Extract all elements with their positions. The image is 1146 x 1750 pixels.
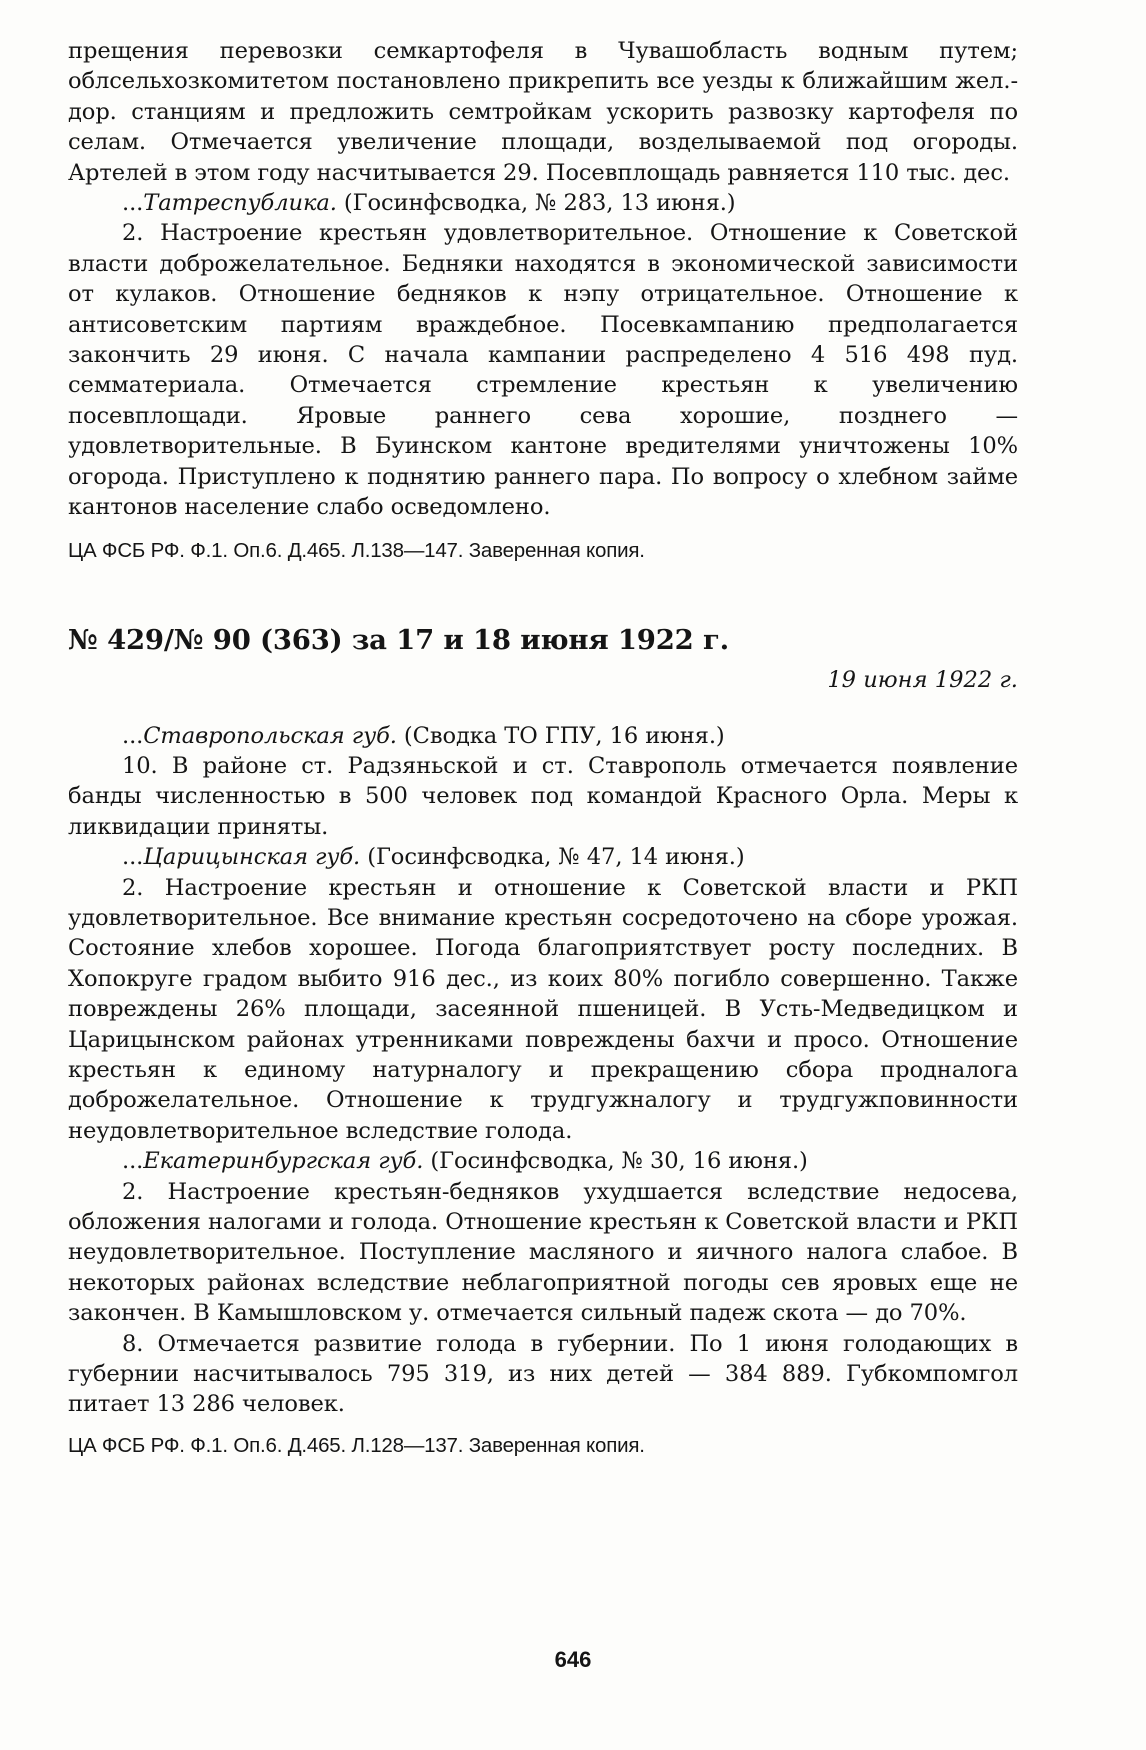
page-number: 646: [554, 1647, 592, 1672]
entry-header-ekaterinburg: [68, 1146, 1018, 1176]
source-ref: (Госинфсводка, № 30, 16 июня.): [423, 1148, 808, 1175]
entry-header-tatrespublika: [68, 188, 1018, 218]
ellipsis: ...: [122, 190, 144, 217]
paragraph-ekaterinburg-2: 2. Настроение крестьян-бедняков ухудшается вследствие недосева, обложения налогами и голода. Отношение крестьян к Советской власти и РКП неудовлетворительное. Поступление масляного и яичного налога слабое. В некоторых районах вследствие неблагоприятной погоды сев яровых еще не закончен. В Камышловском у. отмечается сильный падеж скота — до 70%.: [68, 1178, 1018, 1327]
document-heading: № 429/№ 90 (363) за 17 и 18 июня 1922 г.: [68, 623, 729, 656]
paragraph-ekaterinburg-8: 8. Отмечается развитие голода в губернии. По 1 июня голодающих в губернии насчитывалось 795 319, из них детей — 384 889. Губкомпомгол питает 13 286 человек.: [68, 1330, 1018, 1418]
region-name: Царицынская губ.: [143, 844, 361, 871]
document-date: 19 июня 1922 г.: [827, 666, 1018, 693]
paragraph-potato-transport: прещения перевозки семкартофеля в Чувашобласть водным путем; облсельхозкомитетом постановлено прикрепить все уезды к ближайшим жел.-дор. станциям и предложить семтройкам ускорить развозку картофеля по селам. Отмечается увеличение площади, возделываемой под огороды. Артелей в этом году насчитывается 29. Посевплощадь равняется 110 тыс. дес.: [68, 38, 1018, 186]
region-name: Ставропольская губ.: [143, 722, 397, 749]
entry-header-tsaritsyn: [68, 842, 1018, 872]
page-content: [68, 36, 1018, 1460]
region-name: Екатеринбургская губ.: [143, 1148, 424, 1175]
paragraph-stavropol: 10. В районе ст. Радзяньской и ст. Ставрополь отмечается появление банды численностью в 500 человек под командой Красного Орла. Меры к ликвидации приняты.: [68, 752, 1018, 840]
source-ref: (Госинфсводка, № 283, 13 июня.): [336, 190, 736, 217]
entry-header-stavropol: [68, 721, 1018, 751]
archive-source-1: ЦА ФСБ РФ. Ф.1. Оп.6. Д.465. Л.138—147. Заверенная копия.: [68, 538, 645, 562]
ellipsis: ...: [122, 844, 144, 871]
archive-source-2: ЦА ФСБ РФ. Ф.1. Оп.6. Д.465. Л.128—137. Заверенная копия.: [68, 1433, 645, 1457]
paragraph-tatrespublika: 2. Настроение крестьян удовлетворительное. Отношение к Советской власти доброжелательное. Бедняки находятся в экономической зависимости от кулаков. Отношение бедняков к нэпу отрицательное. Отношение к антисоветским партиям враждебное. Посевкампанию предполагается закончить 29 июня. С начала кампании распределено 4 516 498 пуд. семматериала. Отмечается стремление крестьян к увеличению посевплощади. Яровые раннего сева хорошие, позднего — удовлетворительные. В Буинском кантоне вредителями уничтожены 10% огорода. Приступлено к поднятию раннего пара. По вопросу о хлебном займе кантонов население слабо осведомлено.: [68, 220, 1018, 521]
paragraph-tsaritsyn: 2. Настроение крестьян и отношение к Советской власти и РКП удовлетворительное. Все внимание крестьян сосредоточено на сборе урожая. Состояние хлебов хорошее. Погода благоприятствует росту последних. В Хопокруге градом выбито 916 дес., из коих 80% погибло совершенно. Также повреждены 26% площади, засеянной пшеницей. В Усть-Медведицком и Царицынском районах утренниками повреждены бахчи и просо. Отношение крестьян к единому натурналогу и прекращению сбора продналога доброжелательное. Отношение к трудгужналогу и трудгужповинности неудовлетворительное вследствие голода.: [68, 874, 1018, 1144]
ellipsis: ...: [122, 722, 144, 749]
ellipsis: ...: [122, 1148, 144, 1175]
source-ref: (Сводка ТО ГПУ, 16 июня.): [396, 722, 725, 749]
region-name: Татреспублика.: [143, 190, 337, 217]
source-ref: (Госинфсводка, № 47, 14 июня.): [360, 844, 745, 871]
